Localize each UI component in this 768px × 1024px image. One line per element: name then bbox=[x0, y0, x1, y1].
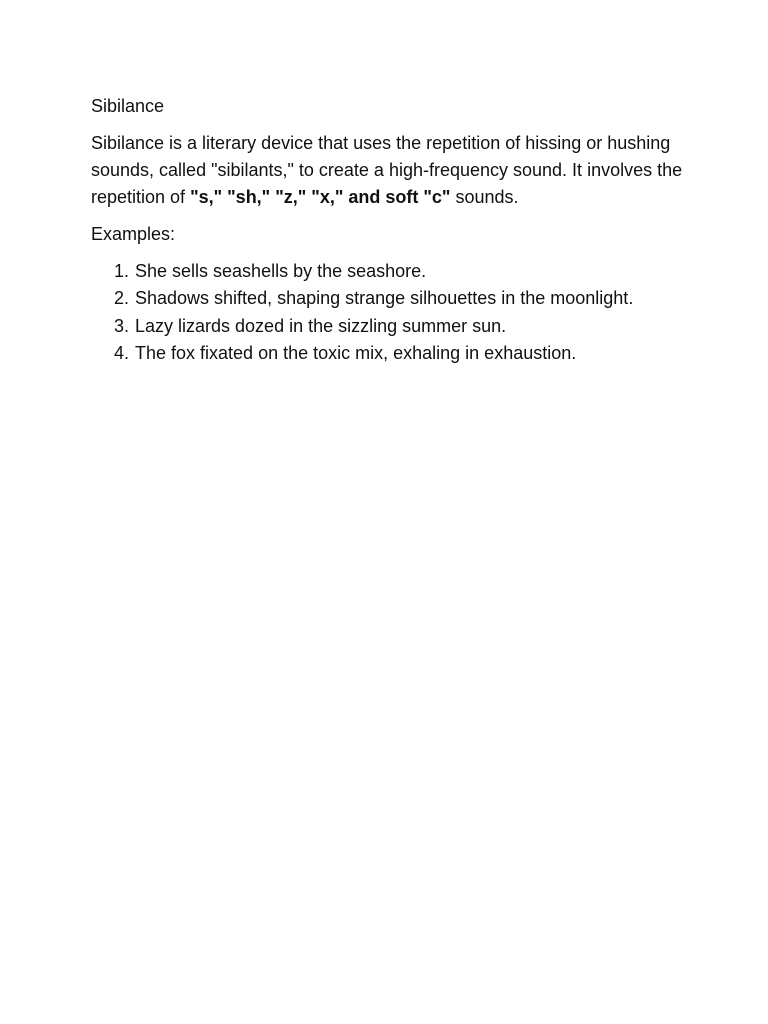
list-item-number: 1. bbox=[113, 261, 129, 281]
list-item bbox=[91, 285, 691, 312]
document-body bbox=[91, 93, 691, 367]
list-item-text: She sells seashells by the seashore. bbox=[135, 261, 427, 281]
examples-label: Examples: bbox=[91, 224, 176, 244]
list-item bbox=[91, 340, 691, 367]
definition-text-start: Sibilance is a literary device that uses the repetition of hissing or hushing sounds, called "sibilants," to create a high-frequency sound. It involves the repetition of bbox=[91, 133, 683, 207]
list-item-number: 4. bbox=[113, 342, 129, 363]
list-item-number: 2. bbox=[113, 288, 129, 309]
definition-paragraph bbox=[91, 130, 691, 211]
list-item bbox=[91, 313, 691, 340]
document-title: Sibilance bbox=[91, 96, 165, 116]
definition-bold-sounds: "s," "sh," "z," "x," and soft "c" bbox=[190, 187, 451, 207]
list-item-text: Lazy lizards dozed in the sizzling summer sun. bbox=[135, 315, 507, 336]
list-item bbox=[91, 258, 691, 285]
list-item-number: 3. bbox=[113, 315, 129, 336]
examples-list bbox=[91, 258, 691, 367]
definition-text-end: sounds. bbox=[450, 187, 519, 207]
list-item-text: Shadows shifted, shaping strange silhouettes in the moonlight. bbox=[135, 288, 634, 309]
list-item-text: The fox fixated on the toxic mix, exhaling in exhaustion. bbox=[135, 342, 577, 363]
